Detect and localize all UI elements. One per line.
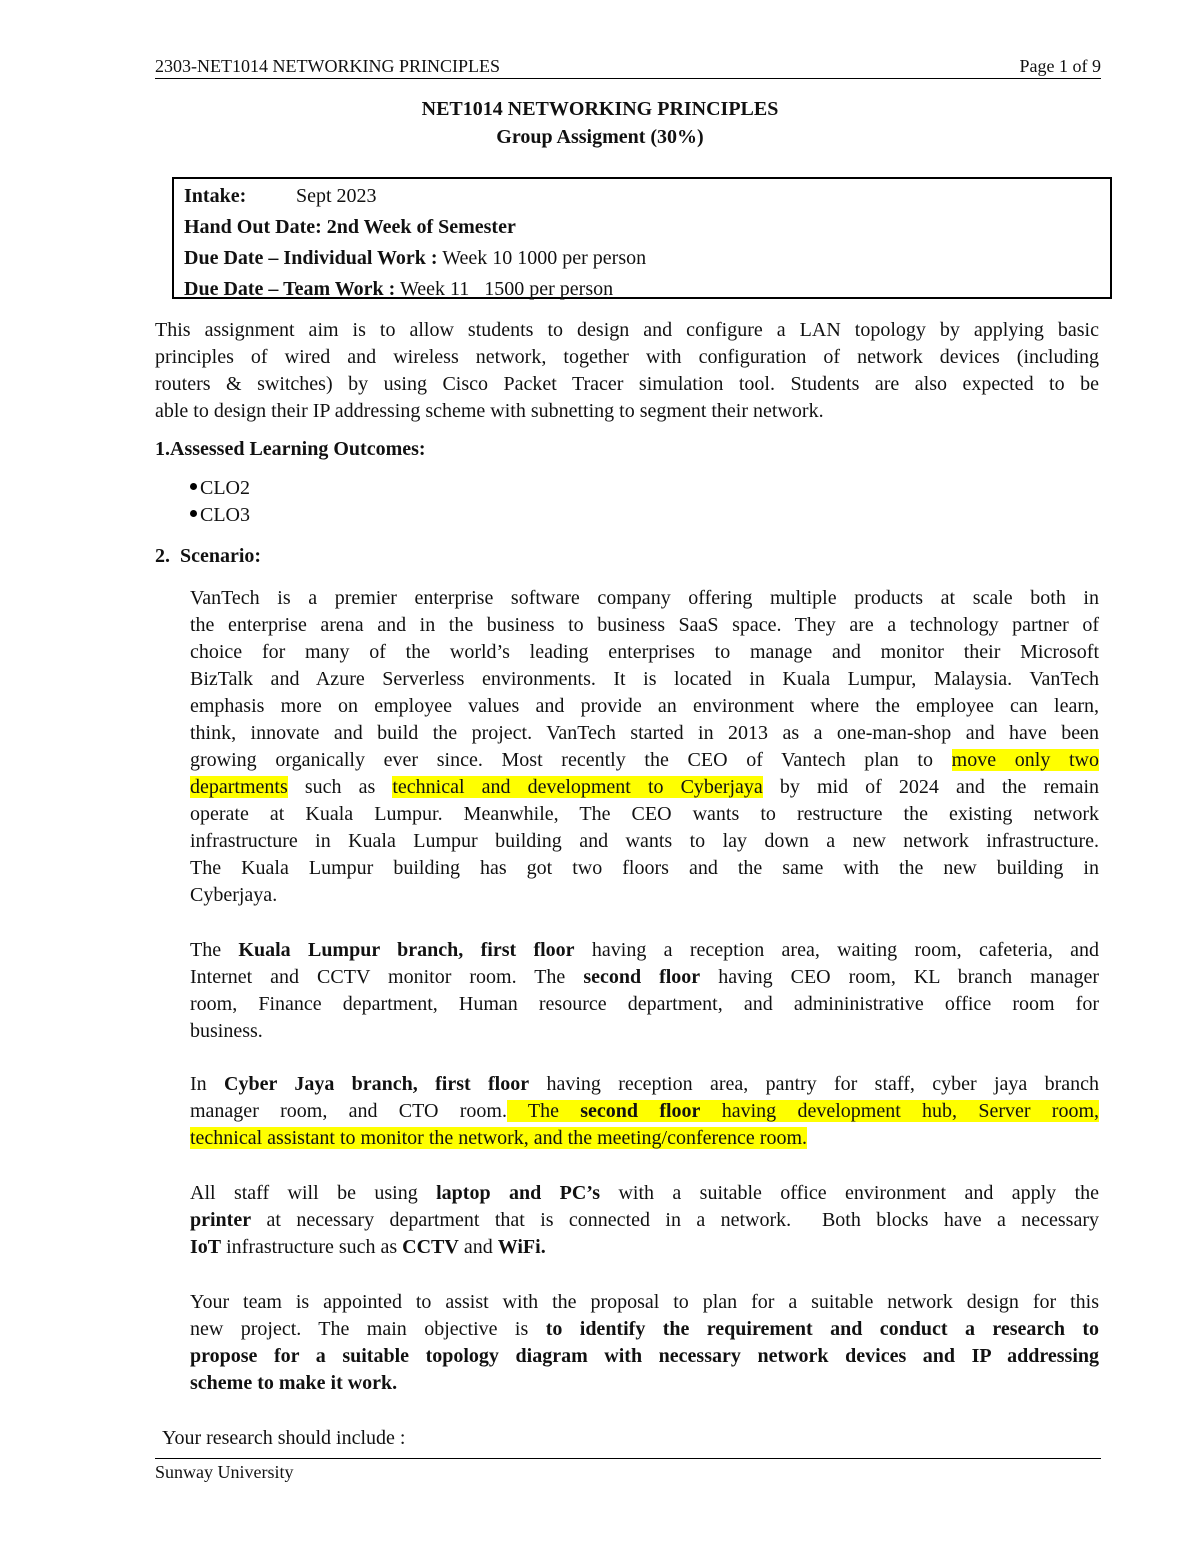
text-line: room, Finance department, Human resource department, and admininistrative office room for (190, 993, 1099, 1015)
text-span: with a suitable office environment and apply the (618, 1182, 1100, 1204)
bold-text: Cyber Jaya branch, first floor (224, 1073, 530, 1095)
scenario-paragraph-staff (190, 1180, 1099, 1261)
intro-line: principles of wired and wireless network, together with configuration of network devices (including (155, 346, 1099, 368)
assignment-info-box (172, 177, 1112, 299)
text-line (190, 774, 1099, 801)
bullet-icon (190, 510, 197, 517)
handout-row (184, 212, 1110, 243)
highlighted-text: having development hub, Server room, (721, 1100, 1100, 1122)
due-individual-row (184, 243, 1110, 274)
page-header (155, 56, 1101, 79)
intro-line: This assignment aim is to allow students to design and configure a LAN topology by applying basic (155, 319, 1099, 341)
highlighted-text: technical and development to Cyberjaya (392, 776, 763, 798)
text-line: VanTech is a premier enterprise software company offering multiple products at scale both in (190, 587, 1099, 609)
text-span: having reception area, pantry for staff, cyber jaya branch (546, 1073, 1100, 1095)
highlighted-bold-text: second floor (580, 1100, 701, 1122)
course-header: 2303-NET1014 NETWORKING PRINCIPLES (155, 56, 500, 76)
text-line (190, 747, 1099, 774)
bold-text: propose for a suitable topology diagram with necessary network devices and IP addressing (190, 1345, 1099, 1367)
intake-label: Intake: (184, 185, 247, 207)
text-line (190, 1234, 1099, 1261)
text-line: infrastructure in Kuala Lumpur building and wants to lay down a new network infrastructure. (190, 830, 1099, 852)
text-span: having a reception area, waiting room, cafeteria, and (591, 939, 1100, 961)
section1-heading: 1.Assessed Learning Outcomes: (155, 438, 426, 460)
intake-row (184, 181, 1110, 212)
list-item (190, 477, 250, 500)
section2-heading: 2. Scenario: (155, 545, 262, 567)
text-span: infrastructure such as (226, 1236, 398, 1258)
text-line: the enterprise arena and in the business to business SaaS space. They are a technology partner of (190, 614, 1099, 636)
clo-label: CLO3 (200, 504, 250, 526)
page-footer: Sunway University (155, 1462, 294, 1482)
highlighted-text: move only two (951, 749, 1099, 771)
text-line: BizTalk and Azure Serverless environments. It is located in Kuala Lumpur, Malaysia. VanTech (190, 668, 1099, 690)
bold-text: scheme to make it work. (190, 1372, 398, 1394)
bold-text: IoT (190, 1236, 222, 1258)
highlighted-text: The (527, 1100, 559, 1122)
text-line: Your team is appointed to assist with the proposal to plan for a suitable network design for this (190, 1291, 1099, 1313)
bold-text: second floor (583, 966, 701, 988)
due-team-label: Due Date – Team Work : (184, 278, 396, 300)
page-number: Page 1 of 9 (1019, 56, 1101, 76)
bold-text: Kuala Lumpur branch, first floor (238, 939, 575, 961)
text-span: The (190, 939, 222, 961)
list-item (190, 504, 250, 527)
text-span: In (190, 1073, 207, 1095)
scenario-paragraph-kl (190, 937, 1099, 1045)
text-span: such as (304, 776, 376, 798)
text-line (190, 1098, 1099, 1125)
text-span: by mid of 2024 and the remain (779, 776, 1100, 798)
text-line (190, 1071, 1099, 1098)
text-line: Cyberjaya. (190, 884, 278, 906)
document-subtitle: Group Assigment (30%) (496, 126, 704, 148)
text-span: manager room, and CTO room. (190, 1100, 507, 1122)
due-individual-label: Due Date – Individual Work : (184, 247, 438, 269)
text-line (190, 1316, 1099, 1343)
highlighted-text: technical assistant to monitor the network, and the meeting/conference room. (190, 1127, 808, 1149)
text-span: at necessary department that is connected in a network. Both blocks have a necessary (266, 1209, 1099, 1231)
scenario-paragraph-objective (190, 1289, 1099, 1397)
clo-label: CLO2 (200, 477, 250, 499)
due-individual-value: Week 10 1000 per person (442, 247, 647, 269)
text-span: having CEO room, KL branch manager (718, 966, 1099, 988)
footer-divider (155, 1458, 1101, 1459)
text-span: All staff will be using (190, 1182, 418, 1204)
text-span: Internet and CCTV monitor room. The (190, 966, 566, 988)
bold-text: to identify the requirement and conduct a research to (545, 1318, 1100, 1340)
scenario-paragraph-1 (190, 585, 1099, 909)
text-line (190, 1343, 1099, 1370)
due-team-row (184, 274, 1110, 305)
text-span: new project. The main objective is (190, 1318, 529, 1340)
text-line (190, 1180, 1099, 1207)
text-line: The Kuala Lumpur building has got two floors and the same with the new building in (190, 857, 1099, 879)
scenario-paragraph-cyberjaya (190, 1071, 1099, 1152)
text-line (190, 1370, 1099, 1397)
text-span: growing organically ever since. Most recently the CEO of Vantech plan to (190, 749, 933, 771)
handout-date: Hand Out Date: 2nd Week of Semester (184, 216, 516, 238)
text-line (190, 964, 1099, 991)
intro-line: able to design their IP addressing scheme with subnetting to segment their network. (155, 400, 824, 422)
due-team-value: Week 11 1500 per person (399, 278, 614, 300)
intake-value: Sept 2023 (296, 185, 377, 207)
text-line: emphasis more on employee values and provide an environment where the employee can learn, (190, 695, 1099, 717)
text-span: and (463, 1236, 493, 1258)
text-line (190, 937, 1099, 964)
bold-text: WiFi. (497, 1236, 546, 1258)
research-intro: Your research should include : (162, 1427, 406, 1449)
text-line: operate at Kuala Lumpur. Meanwhile, The CEO wants to restructure the existing network (190, 803, 1099, 825)
intro-paragraph (155, 317, 1099, 425)
bullet-icon (190, 483, 197, 490)
bold-text: CCTV (402, 1236, 459, 1258)
document-title: NET1014 NETWORKING PRINCIPLES (421, 98, 779, 120)
highlighted-text: departments (190, 776, 288, 798)
intro-line: routers & switches) by using Cisco Packet Tracer simulation tool. Students are also expected to be (155, 373, 1099, 395)
text-line: think, innovate and build the project. VanTech started in 2013 as a one-man-shop and have been (190, 722, 1099, 744)
text-line (190, 1207, 1099, 1234)
bold-text: laptop and PC’s (436, 1182, 601, 1204)
text-line: business. (190, 1020, 263, 1042)
text-line: choice for many of the world’s leading enterprises to manage and monitor their Microsoft (190, 641, 1099, 663)
bold-text: printer (190, 1209, 252, 1231)
